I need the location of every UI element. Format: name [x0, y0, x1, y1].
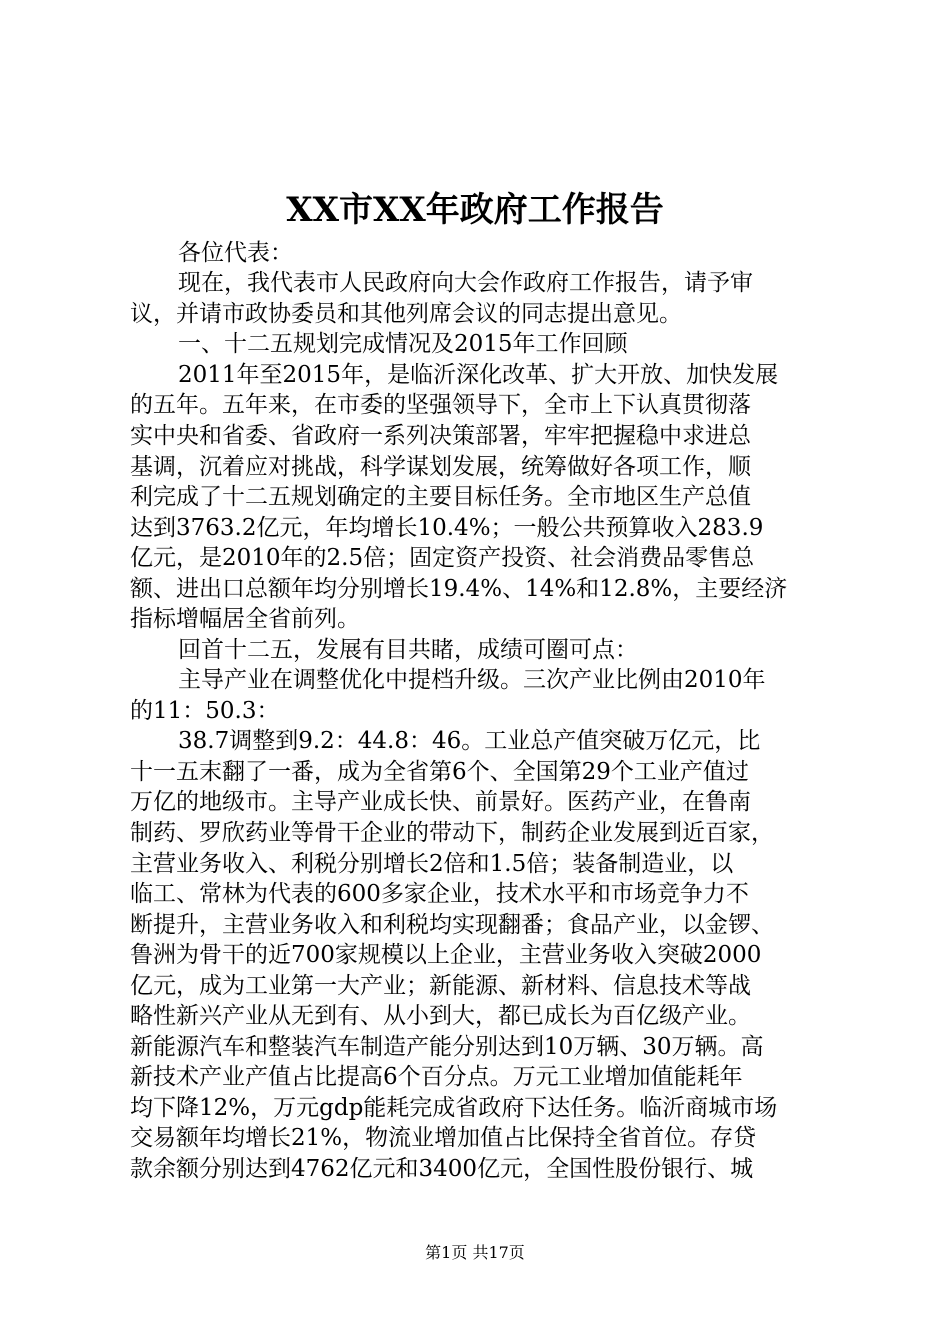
body-line: 十一五末翻了一番，成为全省第6个、全国第29个工业产值过 [130, 759, 749, 785]
body-line: 的11：50.3： [130, 698, 280, 724]
body-line: 基调，沉着应对挑战，科学谋划发展，统筹做好各项工作，顺 [130, 454, 751, 480]
body-line: 临工、常林为代表的600多家企业，技术水平和市场竞争力不 [130, 881, 749, 907]
body-line: 亿元，是2010年的2.5倍；固定资产投资、社会消费品零售总 [130, 545, 755, 571]
body-line: 现在，我代表市人民政府向大会作政府工作报告，请予审 [178, 270, 753, 296]
body-line: 回首十二五，发展有目共睹，成绩可圈可点： [178, 637, 638, 663]
body-line: 2011年至2015年，是临沂深化改革、扩大开放、加快发展 [178, 362, 779, 388]
section-heading: 一、十二五规划完成情况及2015年工作回顾 [178, 331, 628, 357]
page-footer: 第1页 共17页 [425, 1243, 525, 1262]
body-line: 款余额分别达到4762亿元和3400亿元，全国性股份银行、城 [130, 1156, 754, 1182]
body-line: 主导产业在调整优化中提档升级。三次产业比例由2010年 [178, 667, 766, 693]
body-line: 新技术产业产值占比提高6个百分点。万元工业增加值能耗年 [130, 1064, 743, 1090]
body-line: 万亿的地级市。主导产业成长快、前景好。医药产业，在鲁南 [130, 789, 751, 815]
body-line: 额、进出口总额年均分别增长19.4%、14%和12.8%，主要经济 [130, 576, 788, 602]
body-line: 断提升，主营业务收入和利税均实现翻番；食品产业，以金锣、 [130, 912, 774, 938]
body-line: 各位代表： [178, 240, 293, 266]
body-line: 的五年。五年来，在市委的坚强领导下，全市上下认真贯彻落 [130, 392, 751, 418]
body-line: 利完成了十二五规划确定的主要目标任务。全市地区生产总值 [130, 484, 751, 510]
body-line: 指标增幅居全省前列。 [130, 606, 360, 632]
body-line: 主营业务收入、利税分别增长2倍和1.5倍；装备制造业，以 [130, 851, 734, 877]
body-line: 38.7调整到9.2：44.8：46。工业总产值突破万亿元，比 [178, 728, 761, 754]
body-line: 均下降12%，万元gdp能耗完成省政府下达任务。临沂商城市场 [130, 1095, 778, 1121]
body-line: 亿元，成为工业第一大产业；新能源、新材料、信息技术等战 [130, 973, 751, 999]
body-line: 实中央和省委、省政府一系列决策部署，牢牢把握稳中求进总 [130, 423, 751, 449]
document-title: XX市XX年政府工作报告 [286, 190, 664, 230]
body-line: 议，并请市政协委员和其他列席会议的同志提出意见。 [130, 301, 682, 327]
body-line: 制药、罗欣药业等骨干企业的带动下，制药企业发展到近百家， [130, 820, 774, 846]
body-line: 略性新兴产业从无到有、从小到大，都已成长为百亿级产业。 [130, 1003, 751, 1029]
body-line: 鲁洲为骨干的近700家规模以上企业，主营业务收入突破2000 [130, 942, 762, 968]
body-line: 达到3763.2亿元，年均增长10.4%；一般公共预算收入283.9 [130, 515, 764, 541]
body-line: 新能源汽车和整装汽车制造产能分别达到10万辆、30万辆。高 [130, 1034, 764, 1060]
body-line: 交易额年均增长21%，物流业增加值占比保持全省首位。存贷 [130, 1125, 757, 1151]
